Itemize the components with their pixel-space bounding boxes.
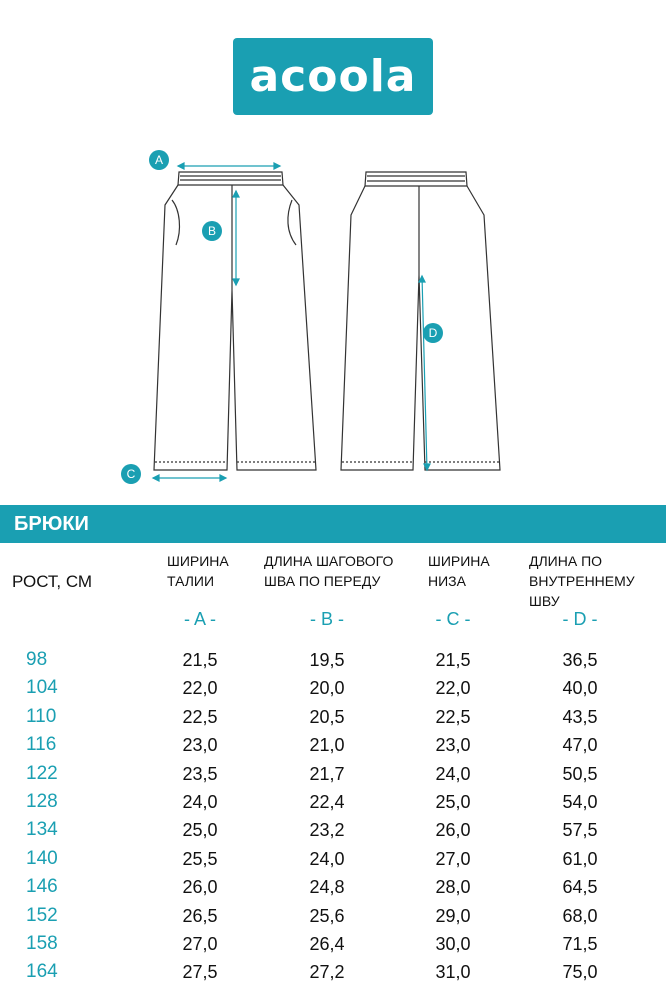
- svg-text:C: C: [126, 467, 136, 481]
- table-cell: 20,5: [309, 706, 345, 727]
- table-cell: 36,5: [562, 650, 598, 670]
- table-cell: 75,0: [562, 962, 598, 983]
- table-cell: 24,8: [309, 877, 345, 898]
- table-cell: 20,0: [309, 678, 345, 699]
- section-band: [0, 505, 666, 543]
- table-cell: 25,5: [182, 848, 218, 869]
- table-cell: 26,5: [182, 905, 218, 926]
- brand-logo: [233, 38, 433, 115]
- column-letter-b: - B -: [310, 609, 344, 629]
- size-value: 146: [26, 876, 58, 898]
- table-cell: 24,0: [182, 792, 218, 812]
- table-cell: 27,0: [182, 934, 218, 954]
- table-cell: 23,5: [182, 763, 218, 784]
- column-header-bottom-width: ШИРИНА НИЗА: [428, 553, 490, 589]
- pants-back-view: [341, 172, 500, 470]
- size-value: 98: [26, 649, 48, 670]
- table-cell: 24,0: [435, 763, 471, 784]
- column-header-front-inseam: ДЛИНА ШАГОВОГО ШВА ПО ПЕРЕДУ: [264, 553, 394, 589]
- marker-b: [202, 221, 222, 241]
- table-cell: 22,4: [309, 792, 345, 812]
- svg-text:D: D: [428, 326, 438, 340]
- table-cell: 23,2: [309, 820, 345, 841]
- size-value: 122: [26, 762, 58, 784]
- table-cell: 71,5: [562, 934, 598, 954]
- size-value: 110: [26, 705, 57, 727]
- column-header-inner-seam: ДЛИНА ПО ВНУТРЕННЕМУ ШВУ: [529, 553, 635, 609]
- size-value: 134: [26, 819, 58, 841]
- table-cell: 26,0: [435, 820, 471, 841]
- table-cell: 21,0: [309, 735, 345, 756]
- table-cell: 21,7: [309, 763, 345, 784]
- table-cell: 23,0: [435, 735, 471, 756]
- column-letter-d: - D -: [562, 609, 598, 629]
- table-cell: 47,0: [562, 735, 598, 756]
- size-value: 140: [26, 847, 58, 869]
- marker-c: [121, 464, 141, 484]
- table-cell: 21,5: [435, 650, 471, 670]
- table-cell: 26,0: [182, 877, 218, 898]
- table-cell: 27,0: [435, 848, 471, 869]
- size-value: 116: [26, 734, 57, 756]
- table-cell: 22,5: [435, 706, 471, 727]
- table-cell: 57,5: [562, 820, 598, 841]
- table-cell: 43,5: [562, 706, 598, 727]
- column-letter-a: - A -: [183, 609, 216, 629]
- pants-front-view: [154, 172, 316, 470]
- table-cell: 26,4: [309, 934, 345, 954]
- size-value: 128: [26, 791, 58, 812]
- svg-text:B: B: [207, 224, 217, 238]
- table-cell: 22,5: [182, 706, 218, 727]
- table-cell: 28,0: [435, 877, 471, 898]
- table-cell: 19,5: [309, 650, 345, 670]
- table-cell: 54,0: [562, 792, 598, 812]
- size-value: 104: [26, 677, 58, 699]
- column-header-waist: ШИРИНА ТАЛИИ: [167, 553, 229, 589]
- size-value: 158: [26, 933, 58, 954]
- pants-diagram: [0, 140, 666, 500]
- brand-logo-text: acoola: [249, 50, 417, 102]
- size-value: 164: [26, 961, 58, 983]
- table-cell: 40,0: [562, 678, 598, 699]
- table-cell: 25,6: [309, 905, 345, 926]
- table-cell: 27,2: [309, 962, 345, 983]
- table-cell: 29,0: [435, 905, 471, 926]
- table-cell: 64,5: [562, 877, 598, 898]
- table-cell: 61,0: [562, 848, 598, 869]
- column-letter-c: - C -: [435, 609, 471, 629]
- table-cell: 50,5: [562, 763, 598, 784]
- table-cell: 23,0: [182, 735, 218, 756]
- marker-d: [423, 323, 443, 343]
- table-cell: 68,0: [562, 905, 598, 926]
- height-header: РОСТ, СМ: [12, 572, 93, 591]
- table-cell: 22,0: [435, 678, 471, 699]
- svg-text:A: A: [154, 153, 164, 167]
- marker-a: [149, 150, 169, 170]
- table-cell: 27,5: [182, 962, 218, 983]
- table-cell: 21,5: [182, 650, 218, 670]
- table-cell: 30,0: [435, 934, 471, 954]
- table-cell: 25,0: [182, 820, 218, 841]
- section-title: БРЮКИ: [14, 513, 89, 535]
- table-cell: 22,0: [182, 678, 218, 699]
- table-cell: 25,0: [435, 792, 471, 812]
- size-value: 152: [26, 904, 58, 926]
- table-cell: 24,0: [309, 848, 345, 869]
- table-cell: 31,0: [435, 962, 471, 983]
